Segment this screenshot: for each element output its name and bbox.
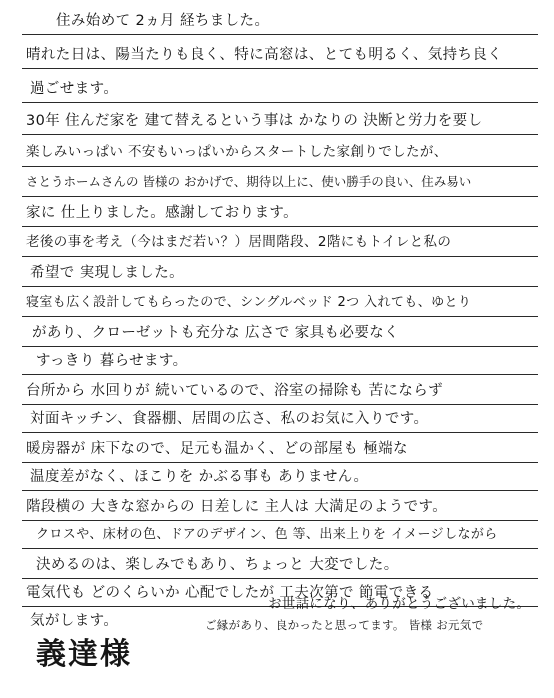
letter-line: 台所から 水回りが 続いているので、浴室の掃除も 苦にならず: [26, 383, 444, 399]
closing-line: お世話になり、ありがとうございました。: [268, 596, 531, 612]
ruled-line: [22, 578, 538, 579]
letter-line: クロスや、床材の色、ドアのデザイン、色 等、出来上りを イメージしながら: [36, 527, 498, 542]
letter-line: すっきり 暮らせます。: [36, 353, 188, 369]
letter-line: 温度差がなく、ほこりを かぶる事も ありません。: [30, 469, 369, 485]
letter-line: 楽しみいっぱい 不安もいっぱいからスタートした家創りでしたが、: [26, 144, 448, 160]
letter-line: 寝室も広く設計してもらったので、シングルベッド 2つ 入れても、ゆとり: [26, 295, 472, 310]
ruled-line: [22, 374, 538, 375]
ruled-line: [22, 196, 538, 197]
letter-line: 暖房器が 床下なので、足元も温かく、どの部屋も 極端な: [26, 441, 408, 457]
ruled-line: [22, 226, 538, 227]
letter-line: 老後の事を考え（今はまだ若い？）居間階段、2階にもトイレと私の: [26, 234, 452, 250]
ruled-line: [22, 68, 538, 69]
letter-line: 対面キッチン、食器棚、居間の広さ、私のお気に入りです。: [30, 411, 429, 427]
ruled-line: [22, 34, 538, 35]
letter-line: 階段横の 大きな窓からの 日差しに 主人は 大満足のようです。: [26, 499, 448, 515]
ruled-line: [22, 166, 538, 167]
letter-line: 住み始めて 2ヵ月 経ちました。: [56, 13, 270, 29]
ruled-line: [22, 134, 538, 135]
ruled-line: [22, 102, 538, 103]
letter-line: 過ごせます。: [30, 81, 119, 97]
letter-line: 電気代も どのくらいか 心配でしたが 工夫次第で 節電できる: [26, 585, 434, 601]
ruled-line: [22, 520, 538, 521]
letter-line: 晴れた日は、陽当たりも良く、特に高窓は、とても明るく、気持ち良く: [26, 47, 503, 63]
ruled-line: [22, 346, 538, 347]
letter-line: があり、クローゼットも充分な 広さで 家具も必要なく: [32, 325, 400, 341]
ruled-line: [22, 548, 538, 549]
letter-line: 気がします。: [30, 613, 119, 629]
letter-line: さとうホームさんの 皆様の おかげで、期待以上に、使い勝手の良い、住み易い: [26, 174, 472, 189]
letter-line: 30年 住んだ家を 建て替えるという事は かなりの 決断と労力を要し: [26, 113, 483, 129]
letter-line: 希望で 実現しました。: [30, 265, 185, 281]
ruled-line: [22, 316, 538, 317]
letter-line: 家に 仕上りました。感謝しております。: [26, 205, 299, 221]
ruled-line: [22, 404, 538, 405]
signature: 義達様: [36, 637, 132, 672]
ruled-line: [22, 490, 538, 491]
ruled-line: [22, 256, 538, 257]
postscript-note: ご縁があり、良かったと思ってます。 皆様 お元気で: [205, 618, 484, 632]
letter-line: 決めるのは、楽しみでもあり、ちょっと 大変でした。: [36, 557, 399, 573]
ruled-line: [22, 462, 538, 463]
ruled-line: [22, 432, 538, 433]
ruled-line: [22, 286, 538, 287]
